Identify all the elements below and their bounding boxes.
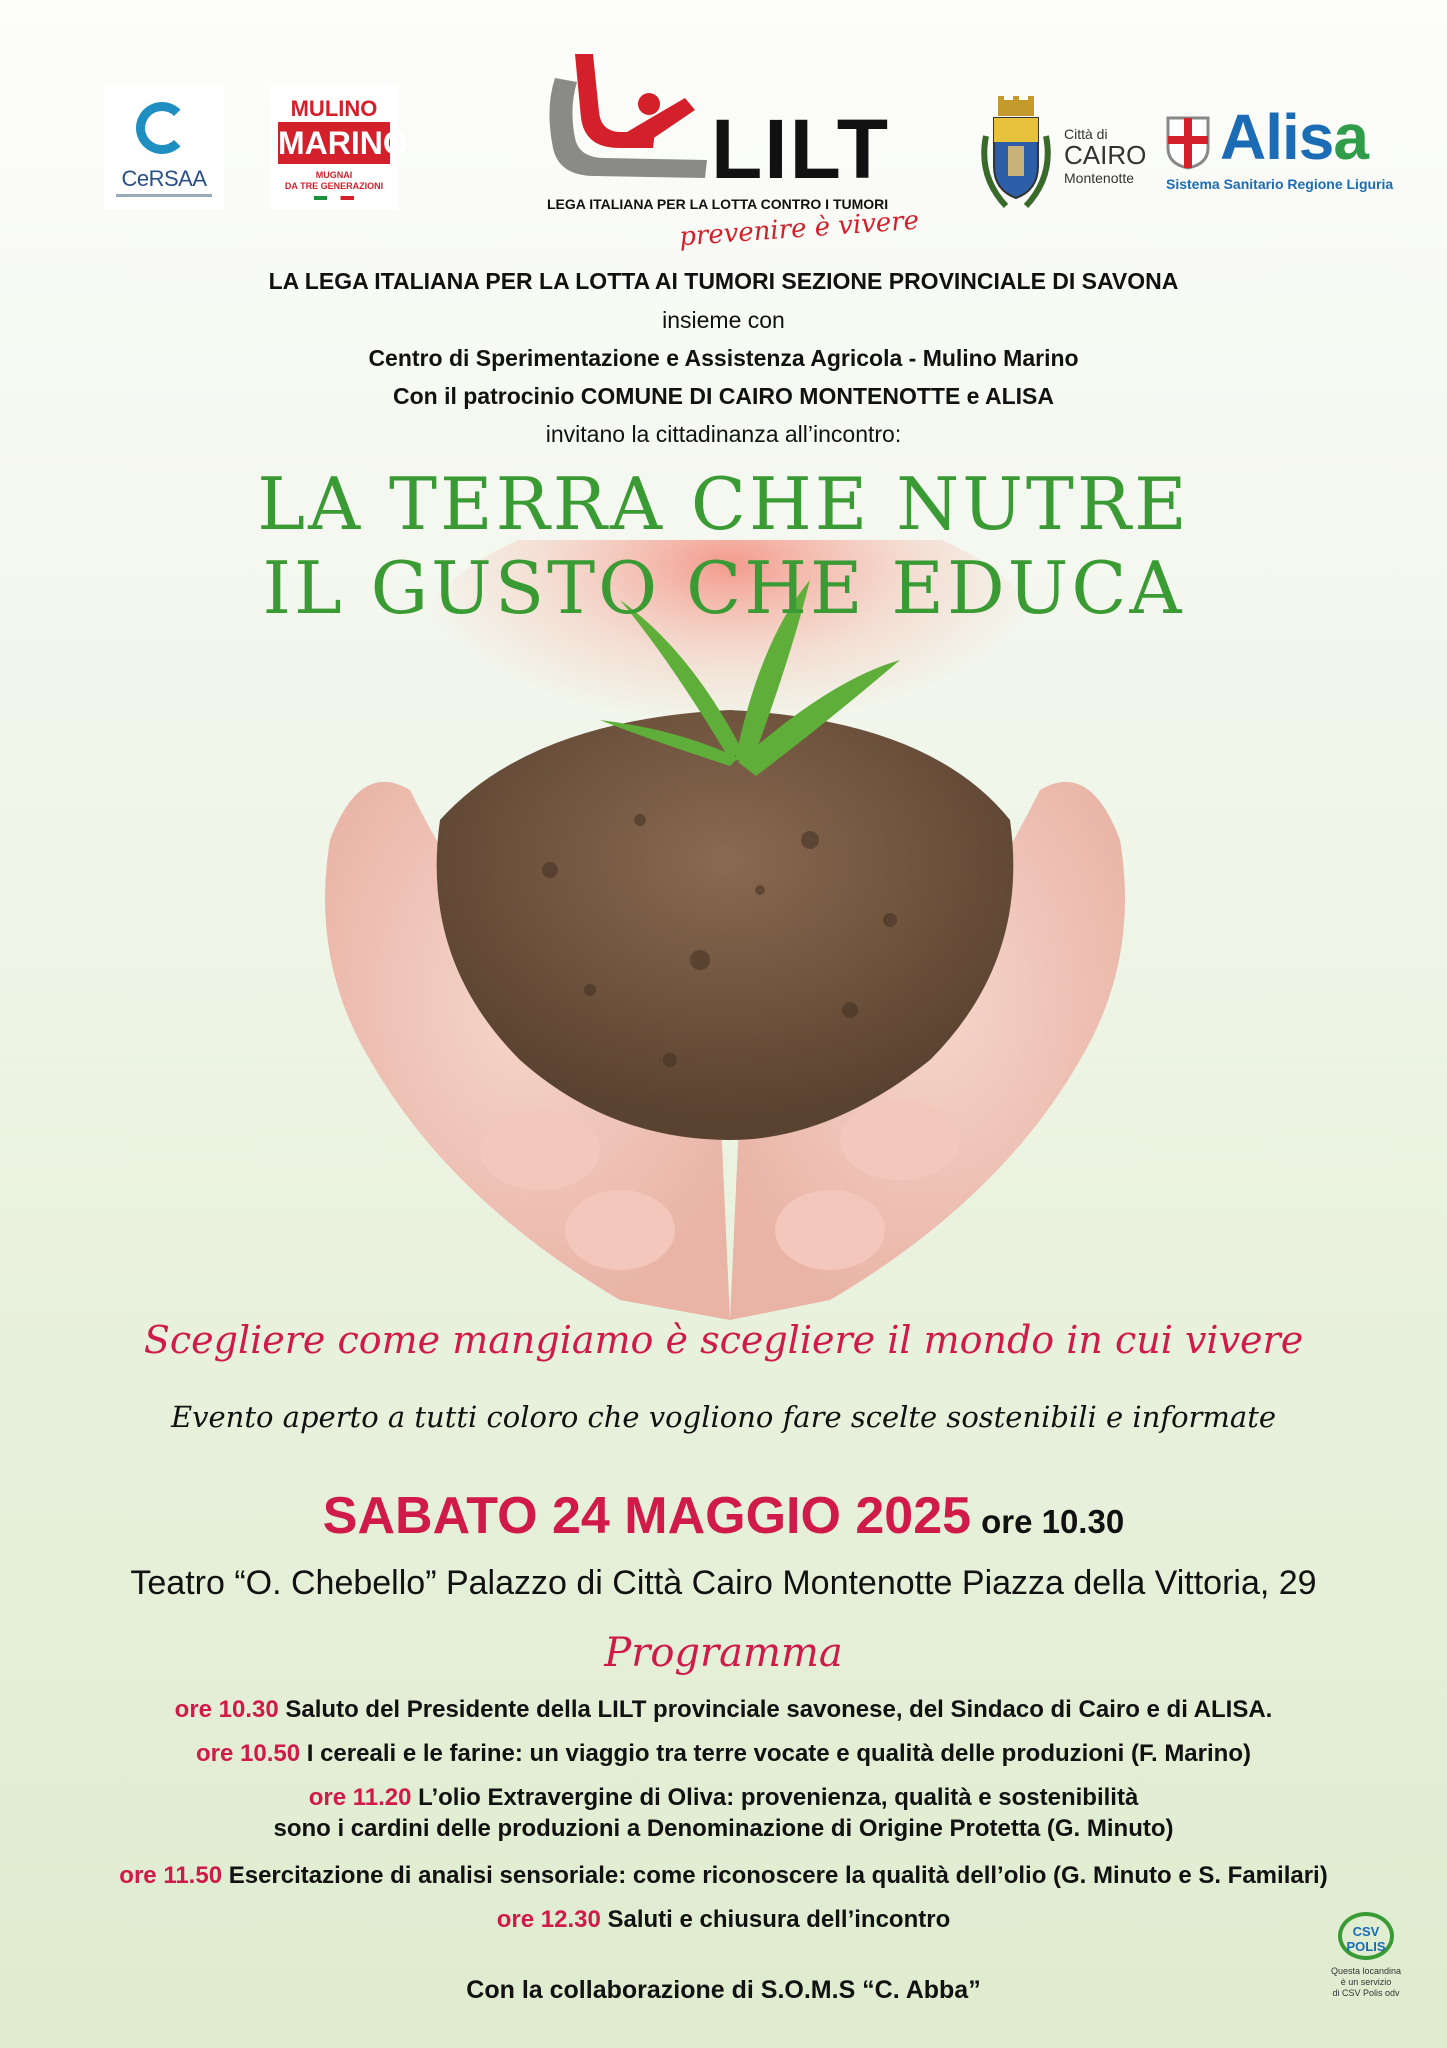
intro-line-5: invitano la cittadinanza all’incontro: xyxy=(545,421,902,447)
program-time: ore 11.50 xyxy=(119,1862,223,1889)
open-event-text: Evento aperto a tutti coloro che vogliono fare scelte sostenibili e informate xyxy=(170,1400,1277,1434)
mulino-logo-main: MARINO xyxy=(278,122,390,164)
cersaa-ring-icon xyxy=(136,102,188,154)
program-text: Saluto del Presidente della LILT provinciale savonese, del Sindaco di Cairo e di ALISA. xyxy=(285,1696,1273,1723)
program-item-4 xyxy=(0,1860,1447,1891)
cairo-montenotte-logo xyxy=(976,96,1146,216)
alisa-wordmark-last: a xyxy=(1333,101,1368,173)
hands-soil-seedling-image xyxy=(290,540,1160,1340)
collaboration-credit: Con la collaborazione di S.O.M.S “C. Abba” xyxy=(466,1976,981,2004)
cairo-logo-small: Città di xyxy=(1064,126,1108,142)
mulino-logo-sub-line2: DA TRE GENERAZIONI xyxy=(284,181,384,191)
csv-polis-word: CSV POLIS xyxy=(1346,1924,1386,1954)
mulino-logo-sub-line1: MUGNAI xyxy=(315,170,353,180)
program-time: ore 12.30 xyxy=(496,1906,601,1933)
cairo-crest-icon xyxy=(976,96,1056,214)
program-time: ore 10.30 xyxy=(174,1696,279,1723)
lilt-logo xyxy=(535,48,920,258)
program-item-5 xyxy=(0,1904,1447,1935)
program-item-2 xyxy=(0,1738,1447,1769)
programma-heading: Programma xyxy=(604,1630,843,1676)
intro-line-2: insieme con xyxy=(662,307,785,333)
cersaa-logo xyxy=(104,86,224,210)
csv-note-line-2: è un servizio xyxy=(1340,1977,1392,1987)
program-text: Saluti e chiusura dell’incontro xyxy=(607,1906,951,1933)
alisa-wordmark-main: Alis xyxy=(1220,101,1334,173)
mulino-logo-sub xyxy=(270,170,398,192)
program-text: L’olio Extravergine di Oliva: provenienza, qualità e sostenibilità xyxy=(418,1784,1139,1811)
program-text-2: sono i cardini delle produzioni a Denominazione di Origine Protetta (G. Minuto) xyxy=(273,1815,1174,1842)
csv-note-line-3: di CSV Polis odv xyxy=(1332,1988,1400,1998)
lilt-wordmark: LILT xyxy=(711,102,891,196)
alisa-logo xyxy=(1164,101,1404,200)
italian-flag-icon xyxy=(314,196,354,200)
slogan: Scegliere come mangiamo è scegliere il mondo in cui vivere xyxy=(143,1318,1304,1362)
intro-line-3: Centro di Sperimentazione e Assistenza Agricola - Mulino Marino xyxy=(368,345,1079,371)
cairo-logo-small2: Montenotte xyxy=(1064,170,1135,186)
event-venue: Teatro “O. Chebello” Palazzo di Città Cairo Montenotte Piazza della Vittoria, 29 xyxy=(130,1564,1317,1602)
lilt-mark-icon xyxy=(535,48,735,188)
event-time: ore 10.30 xyxy=(981,1503,1125,1540)
mulino-marino-logo xyxy=(270,84,408,210)
cersaa-underline xyxy=(116,194,212,197)
main-title-line-1: LA TERRA CHE NUTRE xyxy=(257,462,1190,546)
intro-line-1: LA LEGA ITALIANA PER LA LOTTA AI TUMORI SEZIONE PROVINCIALE DI SAVONA xyxy=(268,268,1179,294)
lilt-slogan: prevenire è vivere xyxy=(678,205,920,253)
program-item-3 xyxy=(0,1782,1447,1844)
main-title-line-2: IL GUSTO CHE EDUCA xyxy=(262,546,1185,630)
program-time: ore 11.20 xyxy=(308,1784,412,1811)
lilt-subtitle: LEGA ITALIANA PER LA LOTTA CONTRO I TUMORI xyxy=(547,196,889,212)
mulino-logo-top: MULINO xyxy=(290,96,378,121)
program-item-1 xyxy=(0,1694,1447,1725)
liguria-shield-icon xyxy=(1164,114,1212,170)
cersaa-logo-text: CeRSAA xyxy=(121,166,207,191)
csv-polis-badge xyxy=(1316,1912,1416,2036)
csv-polis-note xyxy=(1316,1966,1416,1999)
program-text: I cereali e le farine: un viaggio tra terre vocate e qualità delle produzioni (F. Marino) xyxy=(306,1740,1251,1767)
alisa-subtitle: Sistema Sanitario Regione Liguria xyxy=(1166,176,1394,192)
intro-line-4: Con il patrocinio COMUNE DI CAIRO MONTENOTTE e ALISA xyxy=(392,383,1055,409)
cairo-logo-big: CAIRO xyxy=(1064,140,1147,170)
program-time: ore 10.50 xyxy=(196,1740,301,1767)
event-date: SABATO 24 MAGGIO 2025 xyxy=(322,1487,972,1545)
event-date-line xyxy=(0,1486,1447,1546)
program-text: Esercitazione di analisi sensoriale: come riconoscere la qualità dell’olio (G. Minuto e S. Familari) xyxy=(228,1862,1328,1889)
csv-note-line-1: Questa locandina xyxy=(1330,1966,1402,1976)
alisa-wordmark xyxy=(1220,102,1368,172)
